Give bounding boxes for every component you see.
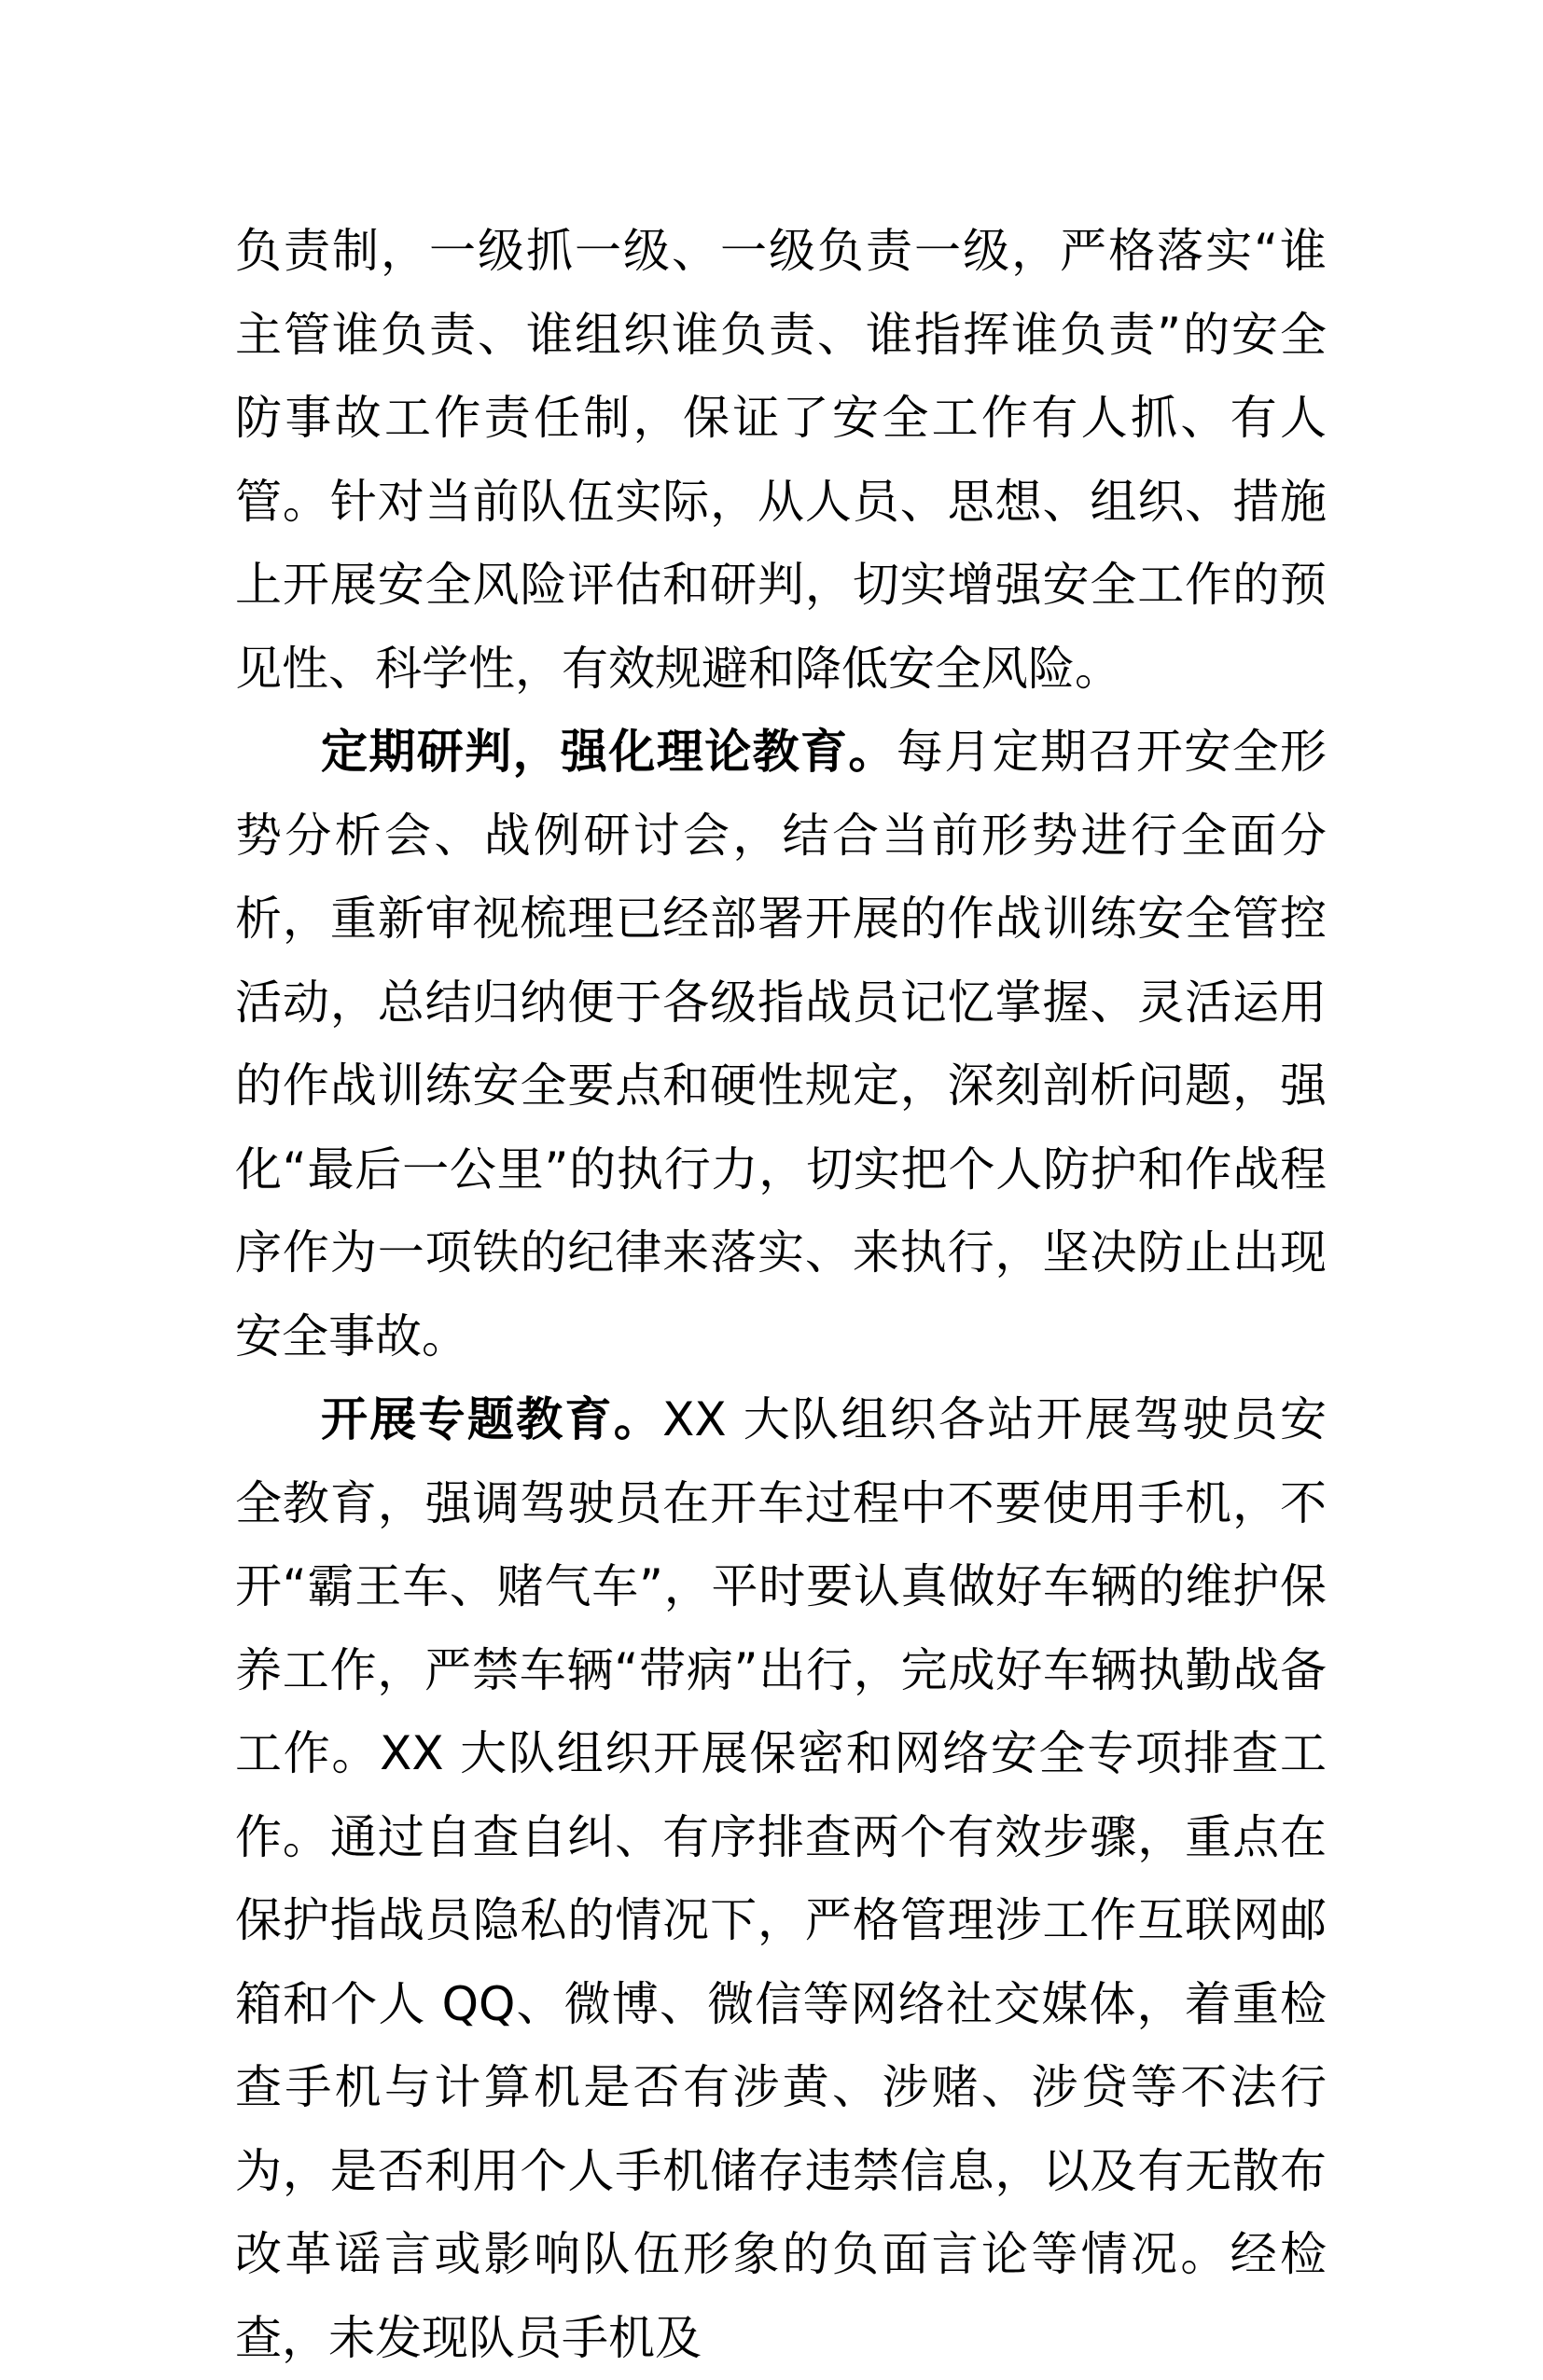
paragraph-text: 每月定期召开安全形势分析会、战例研讨会，结合当前形势进行全面分析，重新审视梳理已经部署开展的作战训练安全管控活动，总结归纳便于各级指战员记忆掌握、灵活运用的作战训练安全要点和硬性规定，深刻剖析问题，强化“最后一公里”的执行力，切实把个人防护和作战程序作为一项铁的纪律来落实、来执行，坚决防止出现安全事故。 [235,725,1328,1363]
paragraph-heading: 开展专题教育。 [321,1392,663,1446]
document-body [235,210,1327,2380]
paragraph-continuation [235,210,1327,711]
paragraph-text: 负责制，一级抓一级、一级负责一级，严格落实“谁主管谁负责、谁组织谁负责、谁指挥谁负责”的安全防事故工作责任制，保证了安全工作有人抓、有人管。针对当前队伍实际，从人员、思想、组织、措施上开展安全风险评估和研判，切实增强安全工作的预见性、科学性，有效规避和降低安全风险。 [235,224,1327,696]
paragraph-special-education [235,1378,1327,2380]
paragraph-text: XX 大队组织各站开展驾驶员安全教育，强调驾驶员在开车过程中不要使用手机，不开“霸王车、赌气车”，平时要认真做好车辆的维护保养工作，严禁车辆“带病”出行，完成好车辆执勤战备工作。XX 大队组织开展保密和网络安全专项排查工作。通过自查自纠、有序排查两个有效步骤，重点在保护指战员隐私的情况下，严格管理涉工作互联网邮箱和个人 QQ、微博、微信等网络社交媒体，着重检查手机与计算机是否有涉黄、涉赌、涉贷等不法行为，是否利用个人手机储存违禁信息，以及有无散布改革谣言或影响队伍形象的负面言论等情况。经检查，未发现队员手机及 [235,1392,1327,2365]
paragraph-regular-analysis [235,711,1327,1378]
paragraph-heading: 定期研判，强化理论教育。 [321,725,897,779]
